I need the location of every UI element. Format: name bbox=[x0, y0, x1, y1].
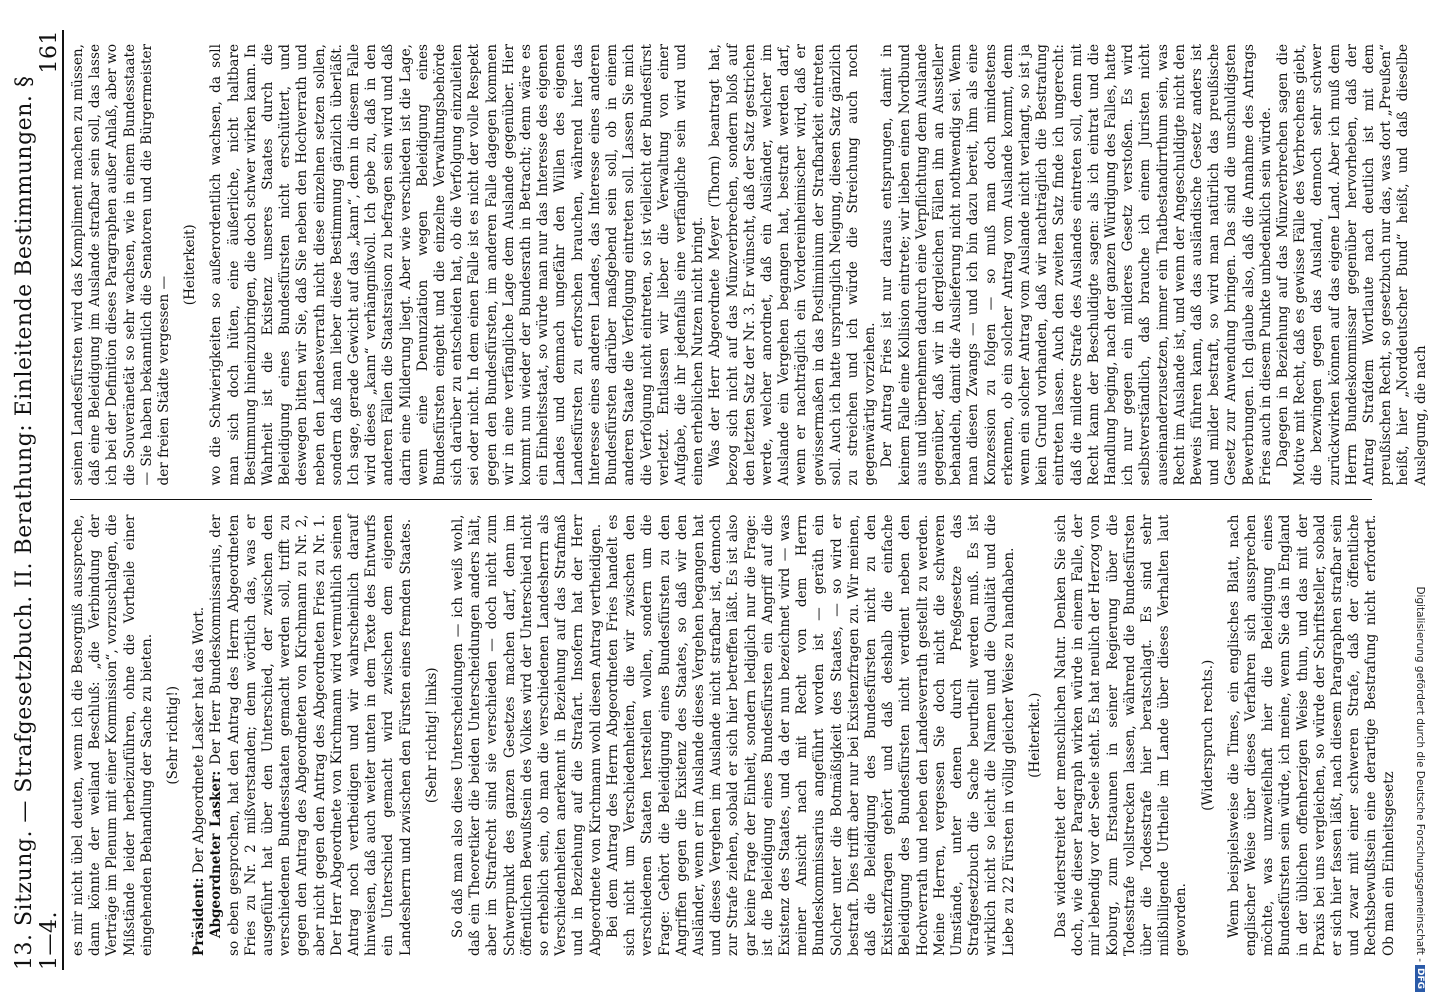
digitization-credit bbox=[1408, 0, 1432, 1000]
interjection: (Sehr richtig!) bbox=[165, 685, 182, 785]
running-head: 13. Sitzung. — Strafgesetzbuch. II. Berathung: Einleitende Bestimmungen. § 1—4. bbox=[12, 75, 62, 970]
page-number: 161 bbox=[37, 30, 62, 74]
left-column bbox=[70, 501, 1397, 971]
interjection: (Heiterkeit.) bbox=[1026, 692, 1043, 778]
speech-paragraph bbox=[208, 515, 414, 957]
paragraph: Das widerstreitet der menschlichen Natur. Denken Sie sich doch, wie dieser Paragraph wirken würde in einem Falle, der mir lebendig vor der Seele steht. Es hat neulich der Herzog von Koburg, zum Erstaunen in seiner Regierung über die Todesstrafe vollstrecken lassen, während die Bundesfürsten über die Todesstrafe hier beratschlagt. Es sind sehr mißbilligende Urtheile im Lande über dieses Verhalten laut geworden. bbox=[1052, 514, 1190, 956]
paragraph: es mir nicht übel deuten, wenn ich die Besorgniß ausspreche, dann könnte der weiland Beschluß: „die Verbindung der Verträge im Plenum mit einer Kommission“, vorzuschlagen, die Mißstände leider herbeizuführen, ohne die Vortheile einer eingehenden Behandlung der Sache zu bieten. bbox=[70, 514, 155, 956]
paragraph: Dagegen in Beziehung auf das Münzverbrechen sagen die Motive mit Recht, daß es gewisse Fälle des Verbrechens giebt, die bezwingen gegen das Ausland, dennoch sehr schwer zurückwirken können auf das eigene Land. Aber ich muß dem Herrn Bundeskommissar gegenüber hervorheben, daß der Antrag Strafdem Wortlaute nach deutlich ist mit dem preußischen Recht, so gesetzbuch nur das, was dort „Preußen“ heißt, hier „Norddeutscher Bund“ heißt, und daß dieselbe Auslegung, die nach bbox=[1275, 44, 1429, 486]
dfg-logo: DFG bbox=[1415, 965, 1425, 992]
interjection: (Sehr richtig! links) bbox=[423, 667, 440, 804]
paragraph: wo die Schwierigkeiten so außerordentlich wachsen, da soll man sich doch hüten, eine äußerliche, nicht haltbare Bestimmung hineinzubringen, die doch schwer wirken kann. In Wahrheit ist die Existenz unseres Staates durch die Beleidigung eines Bundesfürsten nicht erschüttert, und deswegen bitten wir Sie, daß Sie neben den Hochverrath und neben den Landesverrath nicht diese einzelnen setzen sollen, sondern daß man lieber diese Bestimmung gänzlich überläßt. Ich sage, gerade Gewicht auf das „kann“, denn in diesem Falle wird dieses „kann“ verhängnißvoll. Ich gebe zu, daß in den anderen Fällen die Staatsraison zu befragen sein wird und daß darin eine Milderung liegt. Aber wie verschieden ist die Lage, wenn eine Denunziation wegen Beleidigung eines Bundesfürsten eingeht und die einzelne Verwaltungsbehörde sich darüber zu entscheiden hat, ob die Verfolgung einzuleiten sei oder nicht. In dem einen Falle ist es nicht der volle Respekt gegen den Bundesfürsten, im anderen Falle dagegen kommen wir in eine verfängliche Lage dem Auslande gegenüber. Hier kommt nun wieder der Bundesrath in Betracht; denn wäre es ein Einheitsstaat, so würde man nur das Interesse des eigenen Landes und demnach ungefähr den Willen des eigenen Landesfürsten zu erforschen brauchen, während hier das Interesse eines anderen Landes, das Interesse eines anderen Bundesfürsten darüber maßgebend sein soll, ob in einem anderen Staate die Verfolgung eintreten soll. Lassen Sie mich die Verfolgung nicht eintreten, so ist vielleicht der Bundesfürst verletzt. Entlassen wir lieber die Verwaltung von einer Aufgabe, die ihr jedenfalls eine verfängliche sein wird und einen erheblichen Nutzen nicht bringt. bbox=[208, 44, 707, 486]
digitization-credit-strip bbox=[1408, 0, 1432, 1000]
credit-text: Digitalisierung gefördert durch die Deutsche Forschungsgemeinschaft - bbox=[1414, 586, 1426, 962]
speaker-label: Präsident: bbox=[191, 877, 208, 956]
president-line bbox=[191, 515, 208, 957]
paragraph: So daß man also diese Unterscheidungen — ich weiß wohl, daß ein Theoretiker die beiden Unterscheidungen anders hält, aber im Strafrecht sind sie verschieden — doch nicht zum Schwerpunkt des ganzen Gesetzes machen darf, denn im öffentlichen Bewußtsein des Volkes wird der Unterschied nicht so erheblich sein, ob man die verschiedenen Landesherrn als Verschiedenheiten anerkennt in Beziehung auf das Strafmaß und in Beziehung auf die Strafart. Insofern hat der Herr Abgeordnete von Kirchmann wohl diesen Antrag vertheidigen. bbox=[450, 514, 604, 956]
interjection: (Widerspruch rechts.) bbox=[1199, 659, 1216, 811]
paragraph: Was der Herr Abgeordnete Meyer (Thorn) beantragt hat, bezog sich nicht auf das Münzverbrechen, sondern bloß auf den letzten Satz der Nr. 3. Er wünscht, daß der Satz gestrichen werde, welcher anordnet, daß ein Ausländer, welcher im Auslande ein Vergehen begangen hat, bestraft werden darf, wenn er nachträglich ein Vordereinheimischer wird, daß er gewissermaßen in das Postliminium der Strafbarkeit eintreten soll. Auch ich hatte ursprünglich Neigung, diesen Satz gänzlich zu streichen und ich würde die Streichung auch noch gegenwärtig vorziehen. bbox=[707, 44, 879, 486]
interjection: (Heiterkeit) bbox=[182, 224, 199, 306]
speech-text: Der Herr Bundeskommissarius, der so eben gesprochen, hat den Antrag des Herrn Abgeordneten Fries zu Nr. 2 mißverstanden; denn wörtlich das, was er ausgeführt hat über den Unterschied, der zwischen den verschiedenen Bundesstaaten gemacht werden soll, trifft zu gegen den Antrag des Abgeordneten von Kirchmann zu Nr. 2, aber nicht gegen den Antrag des Abgeordneten Fries zu Nr. 1. Der Herr Abgeordnete von Kirchmann wird vermuthlich seinen Antrag noch vertheidigen und wir wahrscheinlich darauf hinweisen, daß auch weiter unten in dem Texte des Entwurfs ein Unterschied gemacht wird zwischen dem eigenen Landesherrn und zwischen den Fürsten eines fremden Staates. bbox=[208, 514, 414, 956]
right-column bbox=[70, 30, 1429, 501]
paragraph: seinen Landesfürsten wird das Kompliment machen zu müssen, daß eine Beleidigung im Auslande strafbar sein soll, das lasse ich bei der Definition dieses Paragraphen außer Anlaß, aber wo die Souveränetät so sehr wachsen, wie in einem Bundesstaate — Sie haben bekanntlich die Senatoren und die Bürgermeister der freien Städte vergessen — bbox=[70, 44, 173, 486]
paragraph: Wenn beispielsweise die Times, ein englisches Blatt, nach englischer Weise über dieses Verfahren sich aussprechen möchte, was unzweifelhaft hier die Beleidigung eines Bundesfürsten sein würde, ich meine, wenn Sie das in England in der üblichen offenherzigen Weise thun, und das mit der Praxis bei uns vergleichen, so würde der Schriftsteller, sobald er sich hier fassen läßt, nach diesem Paragraphen strafbar sein und zwar mit einer schweren Strafe, daß der öffentliche Rechtsbewußtsein eine derartige Bestrafung nicht erfordert. Ob man ein Einheitsgesetz bbox=[1225, 514, 1397, 956]
page-header bbox=[12, 30, 64, 970]
paragraph: Bei dem Antrag des Herrn Abgeordneten Fries handelt es sich nicht um Verschiedenheiten, die wir zwischen den verschiedenen Staaten herstellen wollen, sondern um die Frage: Gehört die Beleidigung eines Bundesfürsten zu den Angriffen gegen die Existenz des Staates, so daß wir den Ausländer, wenn er im Auslande dieses Vergehen begangen hat und dieses Vergehen im Auslande nicht strafbar ist, dennoch zur Strafe ziehen, sobald er sich hier betreffen läßt. Es ist also gar keine Frage der Einheit, sondern lediglich nur die Frage: ist die Beleidigung eines Bundesfürsten ein Angriff auf die Existenz des Staates, und da der nun bezeichnet wird — was meiner Ansicht nach mit Recht von dem Herrn Bundeskommissarius angeführt worden ist — geräth ein Solcher unter die Botmäßigkeit des Staates, — so wird er bestraft. Dies trifft aber nur bei Existenzfragen zu. Wir meinen, daß die Beleidigung des Bundesfürsten nicht zu den Existenzfragen gehört und daß deshalb die einfache Beleidigung des Bundesfürsten nicht verdient neben den Hochverrath und neben den Landesverrath gestellt zu werden. Meine Herren, vergessen Sie doch nicht die schweren Umstände, unter denen durch Preßgesetze das Strafgesetzbuch die Sache beurtheilt werden muß. Es ist wirklich nicht so leicht die Namen und die Qualität und die Liebe zu 22 Fürsten in völlig gleicher Weise zu handhaben. bbox=[604, 514, 1017, 956]
president-text: Der Abgeordnete Lasker hat das Wort. bbox=[191, 606, 208, 878]
speaker-label: Abgeordneter Lasker: bbox=[208, 770, 225, 938]
paragraph: Der Antrag Fries ist nur daraus entsprungen, damit in keinem Falle eine Kollision eintrete; wir lieben einen Nordbund aus und übernehmen dadurch eine Verpflichtung dem Auslande gegenüber, daß wir in dergleichen Fällen ihn an Aussteller behandeln, damit die Auslieferung nicht nothwendig sei. Wenn man diesen Zwangs — und ich bin dazu bereit, ihm als eine Konzession zu folgen — so muß man doch mindestens erkennen, ob ein solcher Antrag vom Auslande kommt, denn wenn ein solcher Antrag vom Auslande nicht verlangt, so ist ja kein Grund vorhanden, daß wir nachträglich die Bestrafung eintreten lassen. Auch den zweiten Satz finde ich ungerecht: daß die mildere Strafe des Auslandes eintreten soll, denn mit Recht kann der Beschuldigte sagen: als ich eintrat und die Handlung beging, nach der ganzen Würdigung des Falles, hatte ich nur gegen ein milderes Gesetz verstoßen. Es wird selbstverständlich, daß brauche ich einem Juristen nicht auseinanderzusetzen, immer ein Thatbestandirrthum sein, was Recht im Auslande ist, und wenn der Angeschuldigte nicht den Beweis führen kann, daß das ausländische Gesetz anders ist und milder bestraft, so wird man natürlich das preußische Gesetz zur Anwendung bringen. Das sind die unschuldigsten Bewerbungen. Ich glaube also, daß die Annahme des Antrags Fries auch in diesem Punkte unbedenklich sein würde. bbox=[879, 44, 1274, 486]
